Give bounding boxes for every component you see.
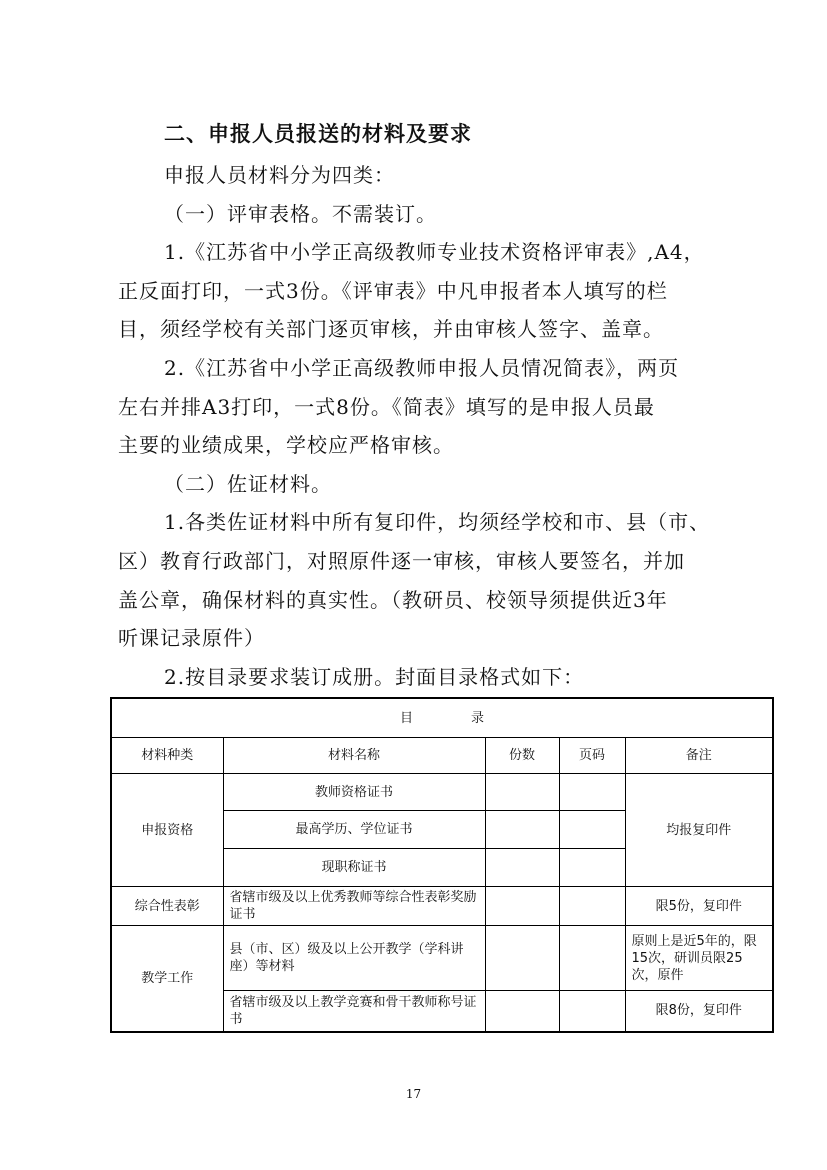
section1-item2-line3: 主要的业绩成果，学校应严格审核。 — [118, 433, 454, 457]
category-cell: 教学工作 — [111, 926, 223, 1032]
table-row — [111, 774, 773, 811]
item-cell: 县（市、区）级及以上公开教学（学科讲座）等材料 — [223, 926, 485, 991]
header-note: 备注 — [625, 738, 773, 774]
table-row — [111, 887, 773, 926]
copies-cell — [485, 774, 559, 811]
page-cell — [559, 774, 625, 811]
page-cell — [559, 887, 625, 926]
table-title — [111, 698, 773, 738]
intro-text: 申报人员材料分为四类： — [164, 163, 395, 187]
page-cell — [559, 811, 625, 849]
section1-item1-line1: 1.《江苏省中小学正高级教师专业技术资格评审表》,A4， — [164, 240, 705, 264]
note-cell: 均报复印件 — [625, 774, 773, 887]
note-cell: 限8份，复印件 — [625, 991, 773, 1032]
section2-title: （二）佐证材料。 — [164, 472, 332, 496]
table-title-left: 目 — [400, 710, 414, 726]
item-cell: 最高学历、学位证书 — [223, 811, 485, 849]
section-heading: 二、申报人员报送的材料及要求 — [164, 122, 472, 146]
copies-cell — [485, 991, 559, 1032]
section1-item2-line2: 左右并排A3打印，一式8份。《简表》填写的是申报人员最 — [118, 395, 655, 419]
section2-item2-line1: 2.按目录要求装订成册。封面目录格式如下： — [164, 665, 585, 689]
section2-item1-line4: 听课记录原件） — [118, 626, 265, 650]
section1-item1-line3: 目，须经学校有关部门逐页审核，并由审核人签字、盖章。 — [118, 317, 664, 341]
copies-cell — [485, 926, 559, 991]
page-cell — [559, 926, 625, 991]
page-cell — [559, 849, 625, 887]
item-cell: 现职称证书 — [223, 849, 485, 887]
section1-item1-line2: 正反面打印，一式3份。《评审表》中凡申报者本人填写的栏 — [118, 279, 668, 303]
section1-item2-line1: 2.《江苏省中小学正高级教师申报人员情况简表》，两页 — [164, 356, 680, 380]
header-category: 材料种类 — [111, 738, 223, 774]
table-row — [111, 926, 773, 991]
section2-item1-line3: 盖公章，确保材料的真实性。（教研员、校领导须提供近3年 — [118, 588, 668, 612]
header-copies: 份数 — [485, 738, 559, 774]
catalog-table — [110, 697, 774, 1033]
table-title-row — [111, 698, 773, 738]
item-cell: 省辖市级及以上教学竞赛和骨干教师称号证书 — [223, 991, 485, 1032]
copies-cell — [485, 887, 559, 926]
copies-cell — [485, 849, 559, 887]
note-cell: 原则上是近5年的，限15次，研训员限25次，原件 — [625, 926, 773, 991]
header-page: 页码 — [559, 738, 625, 774]
category-cell: 综合性表彰 — [111, 887, 223, 926]
header-name: 材料名称 — [223, 738, 485, 774]
table-title-right: 录 — [471, 710, 485, 726]
note-cell: 限5份，复印件 — [625, 887, 773, 926]
section1-title: （一）评审表格。不需装订。 — [164, 202, 437, 226]
section2-item1-line2: 区）教育行政部门，对照原件逐一审核，审核人要签名，并加 — [118, 549, 685, 573]
item-cell: 省辖市级及以上优秀教师等综合性表彰奖励证书 — [223, 887, 485, 926]
item-cell: 教师资格证书 — [223, 774, 485, 811]
table-header-row — [111, 738, 773, 774]
page-number: 17 — [405, 1087, 422, 1101]
category-cell: 申报资格 — [111, 774, 223, 887]
page-cell — [559, 991, 625, 1032]
section2-item1-line1: 1.各类佐证材料中所有复印件，均须经学校和市、县（市、 — [164, 510, 711, 534]
copies-cell — [485, 811, 559, 849]
